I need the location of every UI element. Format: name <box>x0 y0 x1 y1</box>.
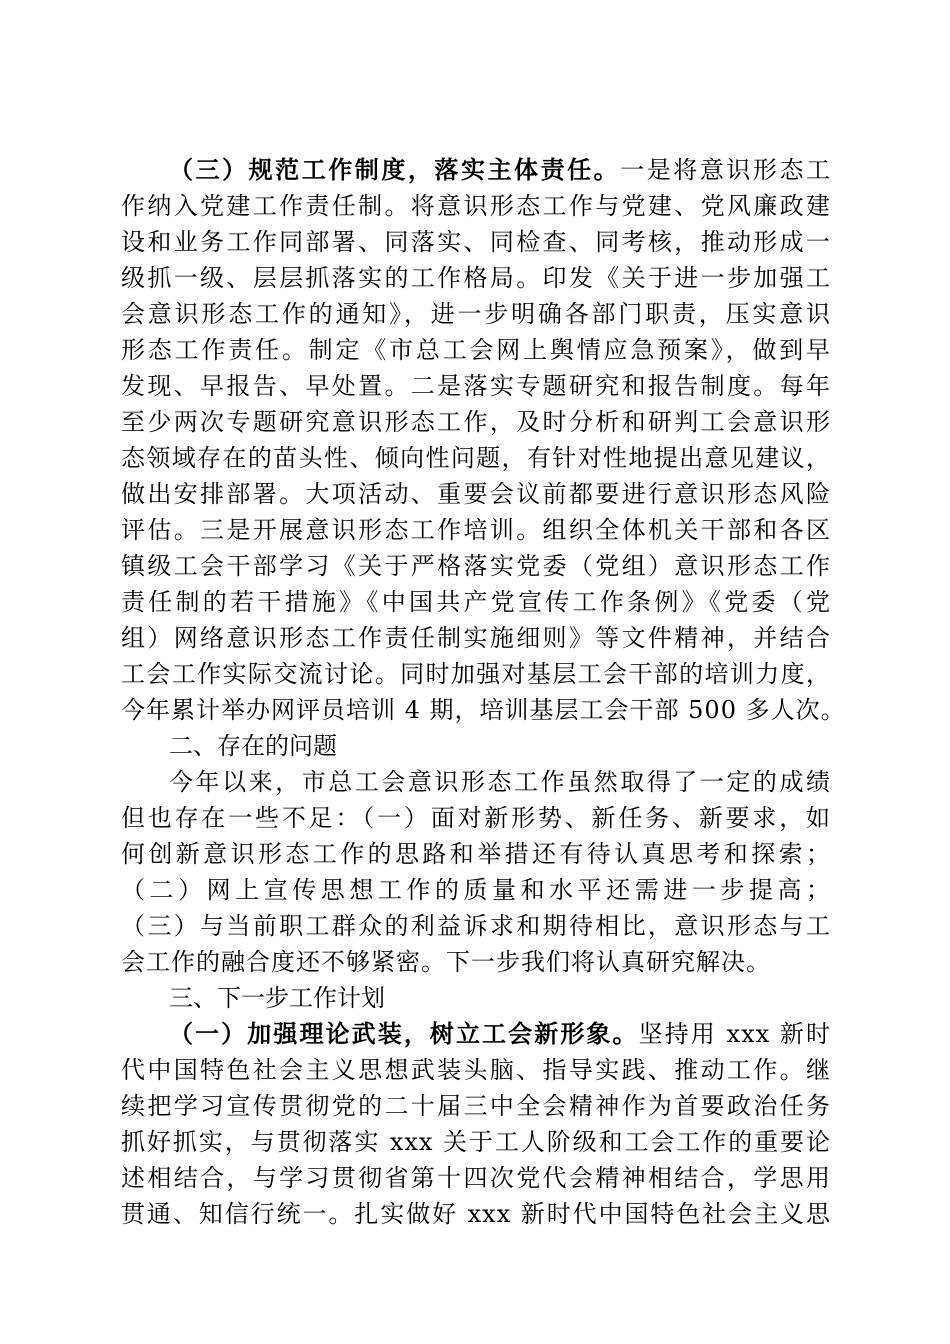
section3-line-1: 一是将意识形态工 <box>620 156 832 184</box>
section3-line-15: 工会工作实际交流讨论。同时加强对基层工会干部的培训力度， <box>121 660 831 688</box>
section3-line-12: 镇级工会干部学习《关于严格落实党委（党组）意识形态工作 <box>121 552 831 580</box>
plan1-title: （一）加强理论武装，树立工会新形象。 <box>169 1019 639 1048</box>
section3-line-16: 今年累计举办网评员培训 4 期，培训基层工会干部 500 多人次。 <box>121 696 846 724</box>
section3-line-14: 组）网络意识形态工作责任制实施细则》等文件精神，并结合 <box>121 624 831 652</box>
heading-next-plan: 三、下一步工作计划 <box>169 984 385 1012</box>
section3-line-8: 至少两次专题研究意识形态工作，及时分析和研判工会意识形 <box>121 408 831 436</box>
problems-line-2: 但也存在一些不足：（一）面对新形势、新任务、新要求，如 <box>121 804 831 832</box>
section3-line-4: 级抓一级、层层抓落实的工作格局。印发《关于进一步加强工 <box>121 264 831 292</box>
section3-line-11: 评估。三是开展意识形态工作培训。组织全体机关干部和各区 <box>121 516 831 544</box>
plan1-first-line <box>169 1016 831 1052</box>
problems-line-5: （三）与当前职工群众的利益诉求和期待相比，意识形态与工 <box>121 912 831 940</box>
section3-first-line <box>169 152 831 188</box>
section3-line-9: 态领域存在的苗头性、倾向性问题，有针对性地提出意见建议， <box>121 444 831 472</box>
section3-line-13: 责任制的若干措施》《中国共产党宣传工作条例》《党委（党 <box>121 588 831 616</box>
section3-line-2: 作纳入党建工作责任制。将意识形态工作与党建、党风廉政建 <box>121 192 831 220</box>
problems-line-1: 今年以来，市总工会意识形态工作虽然取得了一定的成绩 <box>169 768 831 796</box>
section3-line-7: 发现、早报告、早处置。二是落实专题研究和报告制度。每年 <box>121 372 831 400</box>
section3-title: （三）规范工作制度，落实主体责任。 <box>169 155 621 184</box>
plan1-line-4: 抓好抓实，与贯彻落实 xxx 关于工人阶级和工会工作的重要论 <box>121 1128 831 1156</box>
plan1-line-1: 坚持用 xxx 新时 <box>638 1020 831 1048</box>
problems-line-4: （二）网上宣传思想工作的质量和水平还需进一步提高； <box>121 876 831 904</box>
problems-line-3: 何创新意识形态工作的思路和举措还有待认真思考和探索； <box>121 840 831 868</box>
plan1-line-3: 续把学习宣传贯彻党的二十届三中全会精神作为首要政治任务 <box>121 1092 831 1120</box>
heading-problems: 二、存在的问题 <box>169 732 337 760</box>
section3-line-10: 做出安排部署。大项活动、重要会议前都要进行意识形态风险 <box>121 480 831 508</box>
section3-line-6: 形态工作责任。制定《市总工会网上舆情应急预案》，做到早 <box>121 336 831 364</box>
problems-line-6: 会工作的融合度还不够紧密。下一步我们将认真研究解决。 <box>121 948 771 976</box>
section3-line-3: 设和业务工作同部署、同落实、同检查、同考核，推动形成一 <box>121 228 831 256</box>
section3-line-5: 会意识形态工作的通知》，进一步明确各部门职责，压实意识 <box>121 300 831 328</box>
plan1-line-2: 代中国特色社会主义思想武装头脑、指导实践、推动工作。继 <box>121 1056 831 1084</box>
plan1-line-5: 述相结合，与学习贯彻省第十四次党代会精神相结合，学思用 <box>121 1164 831 1192</box>
plan1-line-6: 贯通、知信行统一。扎实做好 xxx 新时代中国特色社会主义思 <box>121 1200 831 1228</box>
